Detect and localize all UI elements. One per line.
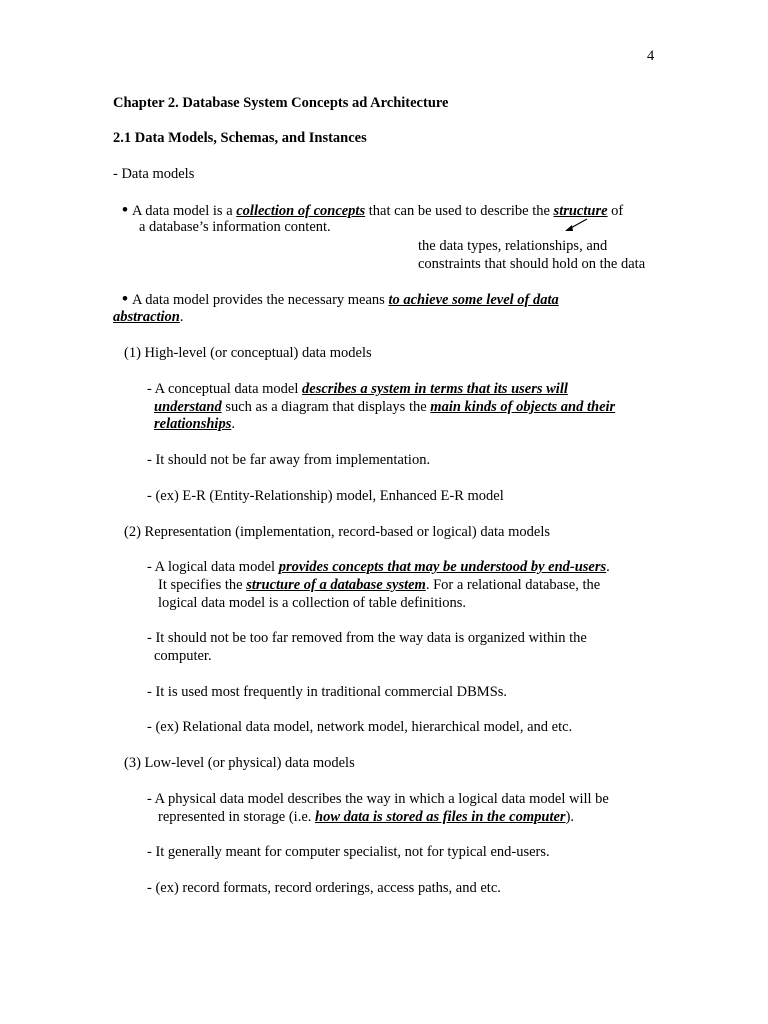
paragraph-line: - It is used most frequently in traditional commercial DBMSs. bbox=[147, 684, 508, 700]
section-title: 2.1 Data Models, Schemas, and Instances bbox=[113, 130, 367, 146]
bullet-icon: • bbox=[122, 200, 128, 219]
bullet-continuation: a database’s information content. bbox=[139, 219, 331, 235]
paragraph-line: - A physical data model describes the way in which a logical data model will be bbox=[147, 791, 609, 807]
emphasis: understand bbox=[154, 399, 222, 415]
representation-heading: (2) Representation (implementation, record-based or logical) data models bbox=[124, 524, 550, 540]
emphasis: relationships bbox=[154, 416, 232, 432]
bullet-item-abstraction: • A data model provides the necessary means to achieve some level of data bbox=[122, 289, 559, 308]
annotation-line-1: the data types, relationships, and bbox=[418, 238, 608, 254]
paragraph-line: logical data model is a collection of table definitions. bbox=[158, 595, 467, 611]
low-level-heading: (3) Low-level (or physical) data models bbox=[124, 755, 355, 771]
paragraph-line: represented in storage (i.e. how data is stored as files in the computer). bbox=[158, 809, 575, 825]
paragraph-line: relationships. bbox=[154, 416, 235, 432]
arrow-icon bbox=[560, 216, 592, 238]
paragraph-line: - A logical data model provides concepts that may be understood by end-users. bbox=[147, 559, 610, 575]
paragraph-line: It specifies the structure of a database system. For a relational database, the bbox=[158, 577, 601, 593]
paragraph-line: - (ex) record formats, record orderings, access paths, and etc. bbox=[147, 880, 501, 896]
emphasis: to achieve some level of data bbox=[388, 292, 559, 308]
bullet-continuation: abstraction. bbox=[113, 309, 184, 325]
paragraph-line: understand such as a diagram that displays the main kinds of objects and their bbox=[154, 399, 616, 415]
page-number: 4 bbox=[647, 48, 655, 64]
paragraph-line: - It should not be too far removed from the way data is organized within the bbox=[147, 630, 587, 646]
emphasis: provides concepts that may be understood by end-users bbox=[278, 559, 607, 575]
paragraph-line: - It should not be far away from implementation. bbox=[147, 452, 431, 468]
paragraph-line: - It generally meant for computer specialist, not for typical end-users. bbox=[147, 844, 550, 860]
data-models-heading: - Data models bbox=[113, 166, 195, 182]
annotation-line-2: constraints that should hold on the data bbox=[418, 256, 646, 272]
emphasis: how data is stored as files in the computer bbox=[315, 809, 566, 825]
emphasis: structure bbox=[553, 203, 608, 219]
emphasis: collection of concepts bbox=[236, 203, 366, 219]
bullet-item-collection-of-concepts: • A data model is a collection of concepts that can be used to describe the structure of bbox=[122, 200, 624, 219]
bullet-icon: • bbox=[122, 289, 128, 308]
high-level-heading: (1) High-level (or conceptual) data models bbox=[124, 345, 372, 361]
emphasis: structure of a database system bbox=[246, 577, 426, 593]
emphasis: abstraction bbox=[113, 309, 180, 325]
emphasis: describes a system in terms that its users will bbox=[302, 381, 568, 397]
chapter-title: Chapter 2. Database System Concepts ad Architecture bbox=[113, 95, 449, 111]
paragraph-line: - (ex) Relational data model, network model, hierarchical model, and etc. bbox=[147, 719, 573, 735]
paragraph-line: - A conceptual data model describes a system in terms that its users will bbox=[147, 381, 568, 397]
paragraph-line: - (ex) E-R (Entity-Relationship) model, Enhanced E-R model bbox=[147, 488, 504, 504]
emphasis: main kinds of objects and their bbox=[430, 399, 616, 415]
paragraph-line: computer. bbox=[154, 648, 212, 664]
